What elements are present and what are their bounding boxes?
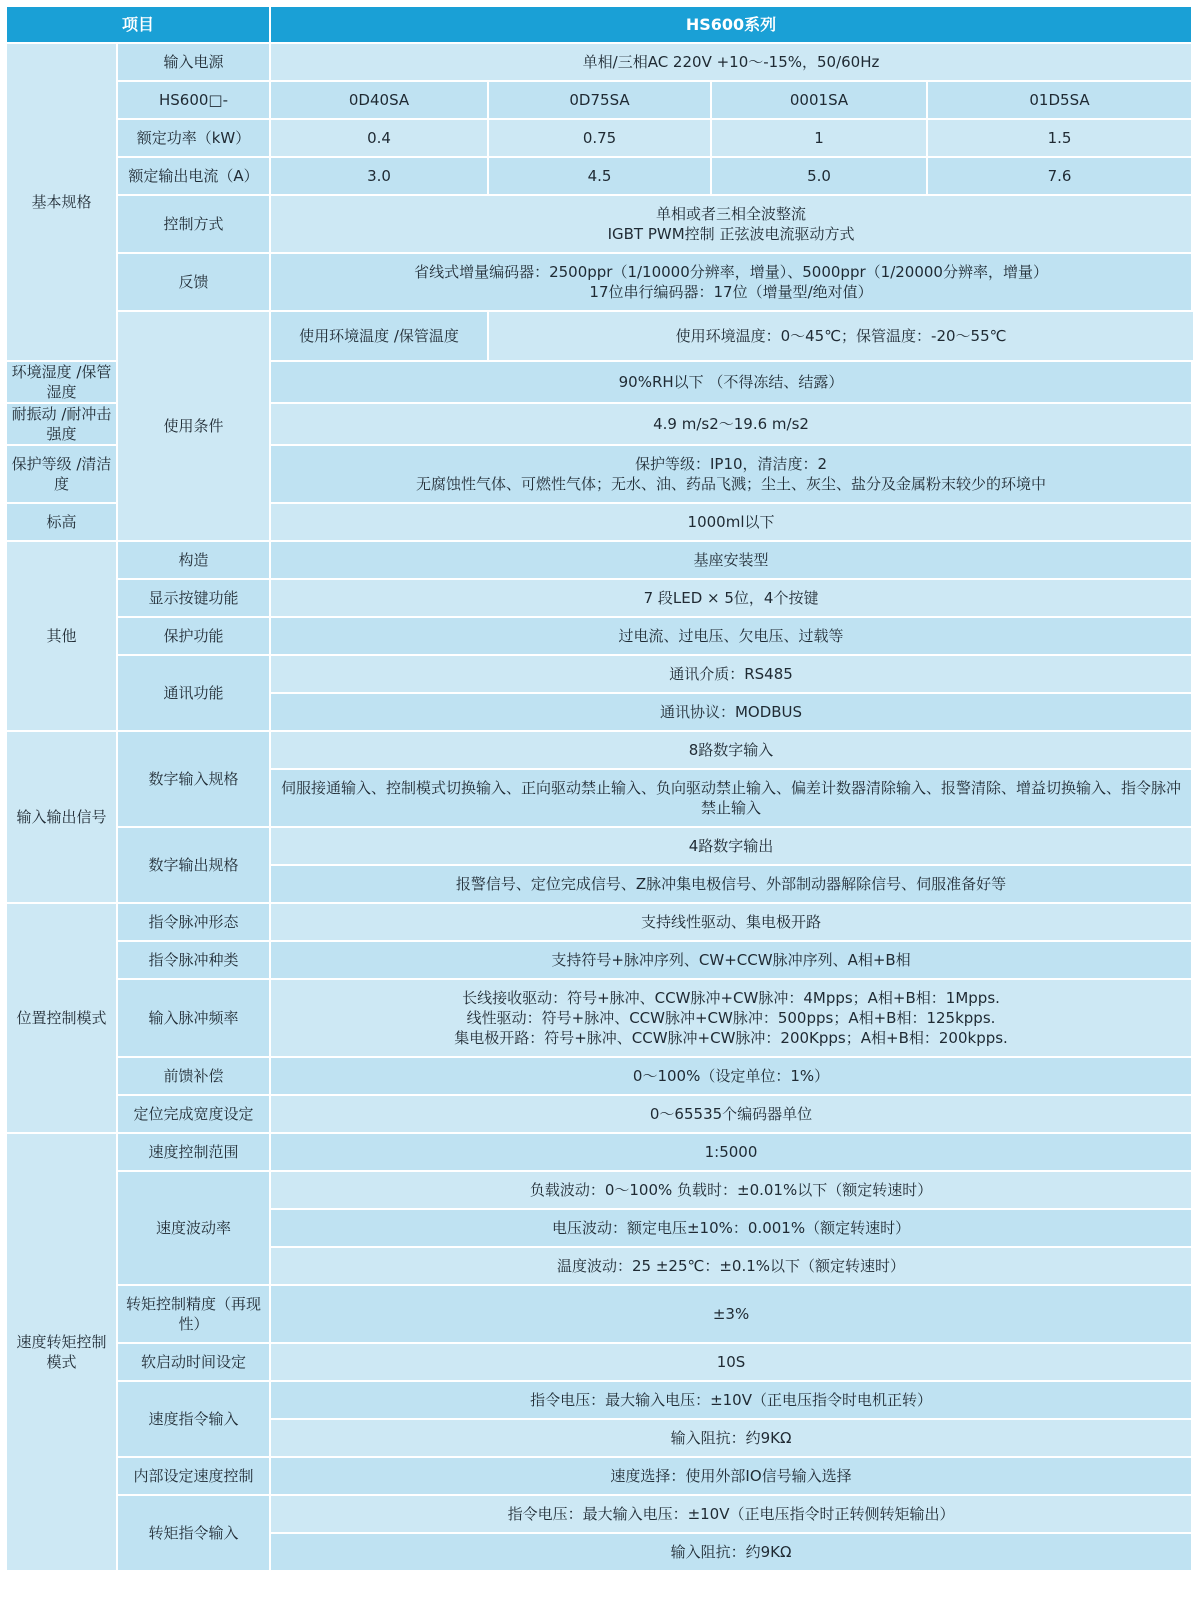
table-row [7,1496,1193,1532]
row-label: 数字输入规格 [118,732,269,826]
section-conditions: 使用条件 [118,312,269,540]
row-value: 速度选择：使用外部IO信号输入选择 [271,1458,1191,1494]
table-row [7,1458,1193,1494]
value-cell: 7.6 [928,158,1191,194]
row-label: 反馈 [118,254,269,310]
table-row [7,542,1193,578]
row-value [271,980,1191,1056]
table-row [7,44,1193,80]
row-value: ±3% [271,1286,1191,1342]
row-label: 显示按键功能 [118,580,269,616]
table-row [7,1286,1193,1342]
row-label: 保护功能 [118,618,269,654]
row-label: 构造 [118,542,269,578]
table-row [7,1058,1193,1094]
row-value: 支持符号+脉冲序列、CW+CCW脉冲序列、A相+B相 [271,942,1191,978]
row-value: 使用环境温度：0～45℃；保管温度：-20～55℃ [489,312,1193,360]
row-label: 转矩控制精度（再现性） [118,1286,269,1342]
row-label: 软启动时间设定 [118,1344,269,1380]
table-row [7,904,1193,940]
value-line: 保护等级：IP10，清洁度：2 [634,455,828,473]
row-value: 报警信号、定位完成信号、Z脉冲集电极信号、外部制动器解除信号、伺服准备好等 [271,866,1191,902]
section-other: 其他 [7,542,116,730]
row-label: 输入电源 [118,44,269,80]
row-value: 单相/三相AC 220V +10～-15%，50/60Hz [271,44,1191,80]
row-value: 4路数字输出 [271,828,1191,864]
header-row [7,7,1193,42]
row-label: 额定功率（kW） [118,120,269,156]
table-row [7,120,1193,156]
row-value [271,446,1191,502]
value-line: 集电极开路：符号+脉冲、CCW脉冲+CW脉冲：200Kpps；A相+B相：200kpps. [454,1029,1008,1047]
row-value: 指令电压：最大输入电压：±10V（正电压指令时电机正转） [271,1382,1191,1418]
table-row [7,1344,1193,1380]
section-speed-torque: 速度转矩控制模式 [7,1134,116,1570]
value-line: 单相或者三相全波整流 [656,205,807,223]
value-cell: 3.0 [271,158,487,194]
value-line: 线性驱动：符号+脉冲、CCW脉冲+CW脉冲：500pps；A相+B相：125kpps. [466,1009,996,1027]
row-label: 内部设定速度控制 [118,1458,269,1494]
row-value: 输入阻抗：约9KΩ [271,1420,1191,1456]
value-cell: 4.5 [489,158,710,194]
value-cell: 5.0 [712,158,926,194]
row-label: 输入脉冲频率 [118,980,269,1056]
model-cell: 0D40SA [271,82,487,118]
row-label: 通讯功能 [118,656,269,730]
row-label: 数字输出规格 [118,828,269,902]
row-value: 1:5000 [271,1134,1191,1170]
section-basic: 基本规格 [7,44,116,360]
value-cell: 0.75 [489,120,710,156]
table-row [7,1096,1193,1132]
row-label: 指令脉冲种类 [118,942,269,978]
row-value: 伺服接通输入、控制模式切换输入、正向驱动禁止输入、负向驱动禁止输入、偏差计数器清除输入、报警清除、增益切换输入、指令脉冲禁止输入 [271,770,1191,826]
value-line: 省线式增量编码器：2500ppr（1/10000分辨率，增量）、5000ppr（1/20000分辨率，增量） [414,263,1048,281]
row-label: 定位完成宽度设定 [118,1096,269,1132]
row-label: 速度波动率 [118,1172,269,1284]
row-value: 支持线性驱动、集电极开路 [271,904,1191,940]
row-value: 90%RH以下 （不得冻结、结露） [271,362,1191,402]
value-line: IGBT PWM控制 正弦波电流驱动方式 [607,225,855,243]
value-cell: 1.5 [928,120,1191,156]
row-value: 指令电压：最大输入电压：±10V（正电压指令时正转侧转矩输出） [271,1496,1191,1532]
section-position: 位置控制模式 [7,904,116,1132]
row-value: 7 段LED × 5位，4个按键 [271,580,1191,616]
row-value [271,196,1191,252]
row-label: 速度指令输入 [118,1382,269,1456]
header-item: 项目 [7,7,269,42]
row-value: 10S [271,1344,1191,1380]
table-row [7,1172,1193,1208]
row-label: 指令脉冲形态 [118,904,269,940]
table-row [7,82,1193,118]
row-label: 额定输出电流（A） [118,158,269,194]
row-value [271,254,1191,310]
row-value: 输入阻抗：约9KΩ [271,1534,1191,1570]
spec-table [5,5,1195,1572]
row-value: 8路数字输入 [271,732,1191,768]
value-line: 无腐蚀性气体、可燃性气体；无水、油、药品飞溅；尘土、灰尘、盐分及金属粉末较少的环境中 [416,475,1047,493]
table-row [7,732,1193,768]
model-cell: 0001SA [712,82,926,118]
table-row [7,196,1193,252]
row-value: 1000ml以下 [271,504,1191,540]
table-row [7,656,1193,692]
table-row [7,580,1193,616]
row-value: 0～65535个编码器单位 [271,1096,1191,1132]
row-value: 温度波动：25 ±25℃：±0.1%以下（额定转速时） [271,1248,1191,1284]
row-value: 过电流、过电压、欠电压、过载等 [271,618,1191,654]
row-label: 标高 [7,504,116,540]
row-label: 使用环境温度 /保管温度 [271,312,487,360]
table-row [7,1134,1193,1170]
table-row [7,828,1193,864]
value-cell: 1 [712,120,926,156]
table-row [7,942,1193,978]
row-value: 0～100%（设定单位：1%） [271,1058,1191,1094]
row-value: 通讯协议：MODBUS [271,694,1191,730]
row-value: 电压波动：额定电压±10%：0.001%（额定转速时） [271,1210,1191,1246]
row-label: HS600□- [118,82,269,118]
row-value: 4.9 m/s2～19.6 m/s2 [271,404,1191,444]
model-cell: 01D5SA [928,82,1191,118]
value-line: 17位串行编码器：17位（增量型/绝对值） [589,283,873,301]
row-label: 前馈补偿 [118,1058,269,1094]
row-value: 负载波动：0～100% 负载时：±0.01%以下（额定转速时） [271,1172,1191,1208]
header-series: HS600系列 [271,7,1191,42]
row-label: 保护等级 /清洁度 [7,446,116,502]
table-row [7,158,1193,194]
table-row [7,980,1193,1056]
value-cell: 0.4 [271,120,487,156]
row-label: 控制方式 [118,196,269,252]
row-label: 转矩指令输入 [118,1496,269,1570]
value-line: 长线接收驱动：符号+脉冲、CCW脉冲+CW脉冲：4Mpps；A相+B相：1Mpps. [462,989,1000,1007]
table-row [7,312,1193,360]
table-row [7,254,1193,310]
row-value: 基座安装型 [271,542,1191,578]
row-label: 速度控制范围 [118,1134,269,1170]
table-row [7,618,1193,654]
table-row [7,1382,1193,1418]
row-value: 通讯介质：RS485 [271,656,1191,692]
model-cell: 0D75SA [489,82,710,118]
row-label: 耐振动 /耐冲击强度 [7,404,116,444]
section-io: 输入输出信号 [7,732,116,902]
row-label: 环境湿度 /保管湿度 [7,362,116,402]
